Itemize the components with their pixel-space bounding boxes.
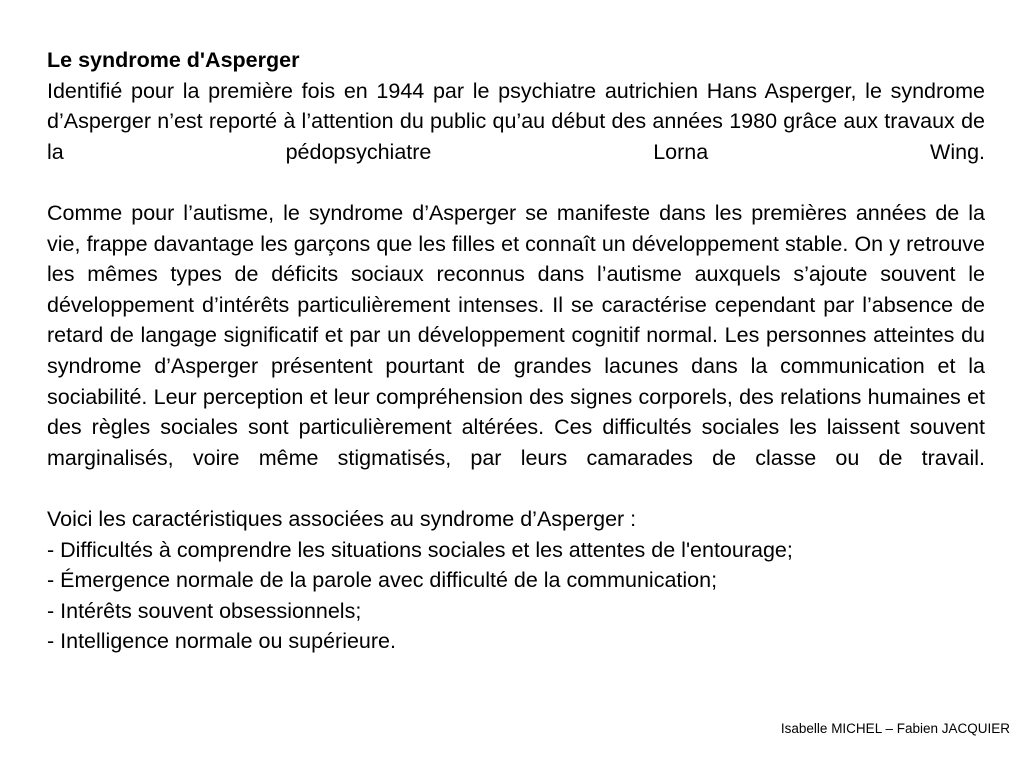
characteristics-intro: Voici les caractéristiques associées au syndrome d’Asperger : — [47, 506, 637, 531]
characteristics-list — [47, 535, 985, 657]
paragraph-spacer — [47, 167, 985, 198]
slide-title: Le syndrome d'Asperger — [47, 48, 300, 72]
list-item: - Difficultés à comprendre les situations sociales et les attentes de l'entourage; — [47, 537, 793, 562]
slide-body — [47, 45, 985, 657]
list-item: - Émergence normale de la parole avec difficulté de la communication; — [47, 568, 718, 593]
list-item: - Intelligence normale ou supérieure. — [47, 629, 396, 654]
intro-paragraph: Identifié pour la première fois en 1944 par le psychiatre autrichien Hans Asperger, le syndrome d’Asperger n’est reporté à l’attention du public qu’au début des années 1980 grâce aux travaux de la pédopsychiatre Lorna Wing. — [47, 78, 985, 164]
footer-authors: Isabelle MICHEL – Fabien JACQUIER — [780, 721, 1010, 736]
paragraph-spacer — [47, 473, 985, 504]
description-paragraph: Comme pour l’autisme, le syndrome d’Asperger se manifeste dans les premières années de la vie, frappe davantage les garçons que les filles et connaît un développement stable. On y retrouve les mêmes types de déficits sociaux reconnus dans l’autisme auxquels s’ajoute souvent le développement d’intérêts particulièrement intenses. Il se caractérise cependant par l’absence de retard de langage significatif et par un développement cognitif normal. Les personnes atteintes du syndrome d’Asperger présentent pourtant de grandes lacunes dans la communication et la sociabilité. Leur perception et leur compréhension des signes corporels, des relations humaines et des règles sociales sont particulièrement altérées. Ces difficultés sociales les laissent souvent marginalisés, voire même stigmatisés, par leurs camarades de classe ou de travail. — [47, 200, 985, 470]
list-item: - Intérêts souvent obsessionnels; — [47, 598, 362, 623]
